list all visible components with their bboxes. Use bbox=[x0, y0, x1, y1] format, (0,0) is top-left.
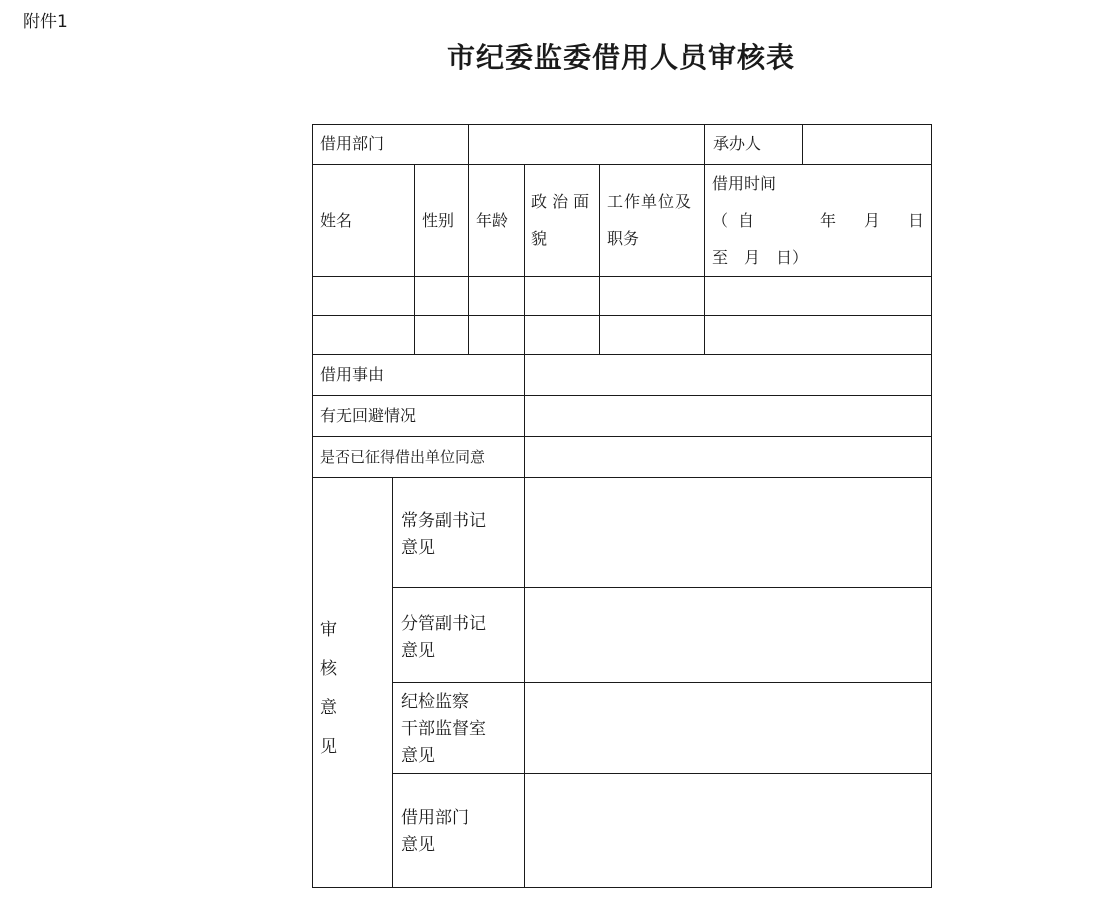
recusal-value[interactable] bbox=[526, 397, 930, 435]
col-political-line2: 貌 bbox=[531, 229, 548, 248]
review-item-value[interactable] bbox=[526, 589, 930, 681]
reason-label: 借用事由 bbox=[320, 365, 385, 384]
col-period-line1: 借用时间 bbox=[712, 174, 777, 193]
col-period-day: 日 bbox=[908, 211, 925, 230]
review-item-label: 纪检监察 干部监督室 意见 bbox=[401, 692, 486, 766]
review-item-label: 分管副书记 意见 bbox=[401, 614, 486, 661]
col-period-open: （自 bbox=[712, 211, 765, 230]
col-period-year: 年 bbox=[820, 211, 837, 230]
review-item-value[interactable] bbox=[526, 775, 930, 886]
entry-work[interactable] bbox=[600, 277, 704, 315]
handler-value[interactable] bbox=[804, 126, 930, 163]
page-title: 市纪委监委借用人员审核表 bbox=[446, 41, 795, 74]
handler-label: 承办人 bbox=[713, 134, 762, 153]
attachment-label: 附件1 bbox=[23, 12, 68, 32]
review-item-label: 常务副书记 意见 bbox=[401, 511, 486, 558]
entry-gender[interactable] bbox=[415, 277, 468, 315]
recusal-label: 有无回避情况 bbox=[320, 406, 417, 425]
entry-age[interactable] bbox=[469, 277, 524, 315]
entry-political[interactable] bbox=[525, 316, 599, 354]
entry-gender[interactable] bbox=[415, 316, 468, 354]
review-item-value[interactable] bbox=[526, 479, 930, 586]
review-char: 核 bbox=[320, 659, 337, 679]
dept-label: 借用部门 bbox=[320, 134, 385, 153]
table-row bbox=[313, 277, 931, 315]
dept-value[interactable] bbox=[470, 126, 703, 163]
reason-value[interactable] bbox=[526, 356, 930, 394]
entry-period[interactable] bbox=[705, 316, 931, 354]
entry-period[interactable] bbox=[705, 277, 931, 315]
review-item-value[interactable] bbox=[526, 684, 930, 772]
entry-age[interactable] bbox=[469, 316, 524, 354]
col-work-line1: 工作单位及 bbox=[607, 192, 693, 211]
review-char: 见 bbox=[320, 737, 337, 757]
col-period-line3: 至 月 日） bbox=[712, 248, 809, 267]
entry-name[interactable] bbox=[313, 277, 414, 315]
col-age: 年龄 bbox=[476, 211, 509, 230]
review-item-label: 借用部门 意见 bbox=[401, 808, 469, 855]
entry-political[interactable] bbox=[525, 277, 599, 315]
col-work-line2: 职务 bbox=[607, 229, 640, 248]
review-group-label bbox=[320, 611, 337, 767]
consent-label: 是否已征得借出单位同意 bbox=[320, 448, 486, 466]
review-char: 审 bbox=[320, 620, 337, 640]
col-name: 姓名 bbox=[320, 211, 353, 230]
col-political-line1: 政 治 面 bbox=[531, 192, 590, 211]
col-period-month: 月 bbox=[864, 211, 881, 230]
entry-name[interactable] bbox=[313, 316, 414, 354]
table-row bbox=[313, 316, 931, 354]
entry-work[interactable] bbox=[600, 316, 704, 354]
review-char: 意 bbox=[320, 698, 337, 718]
col-gender: 性别 bbox=[422, 211, 455, 230]
consent-value[interactable] bbox=[526, 438, 930, 476]
